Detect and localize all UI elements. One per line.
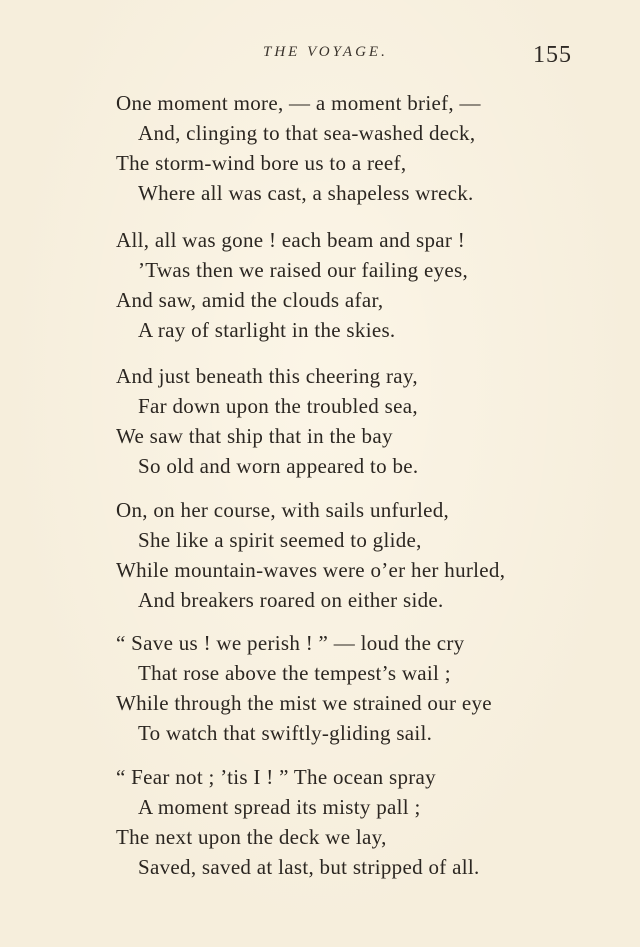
- poem-line: And, clinging to that sea-washed deck,: [138, 121, 476, 145]
- poem-line: She like a spirit seemed to glide,: [138, 528, 422, 552]
- poem-line: That rose above the tempest’s wail ;: [138, 661, 451, 685]
- poem-line: We saw that ship that in the bay: [116, 424, 393, 448]
- running-title: THE VOYAGE.: [263, 44, 388, 60]
- poem-line: To watch that swiftly-gliding sail.: [138, 721, 433, 745]
- poem-line: A ray of starlight in the skies.: [138, 318, 396, 342]
- poem-line: “ Fear not ; ’tis I ! ” The ocean spray: [116, 765, 436, 789]
- poem-line: And saw, amid the clouds afar,: [116, 288, 384, 312]
- poem-line: The next upon the deck we lay,: [116, 825, 387, 849]
- poem-line: ’Twas then we raised our failing eyes,: [138, 258, 469, 282]
- poem-line: And just beneath this cheering ray,: [116, 364, 418, 388]
- poem-line: So old and worn appeared to be.: [138, 454, 419, 478]
- poem-line: On, on her course, with sails unfurled,: [116, 498, 450, 522]
- poem-line: Where all was cast, a shapeless wreck.: [138, 181, 474, 205]
- poem-line: “ Save us ! we perish ! ” — loud the cry: [116, 631, 465, 655]
- poem-line: One moment more, — a moment brief, —: [116, 91, 481, 115]
- poem-line: While through the mist we strained our eye: [116, 691, 492, 715]
- poem-line: While mountain-waves were o’er her hurled,: [116, 558, 506, 582]
- poem-line: And breakers roared on either side.: [138, 588, 444, 612]
- poem-line: Far down upon the troubled sea,: [138, 394, 418, 418]
- poem-line: Saved, saved at last, but stripped of all.: [138, 855, 480, 879]
- page-number: 155: [533, 42, 572, 68]
- poem-line: The storm-wind bore us to a reef,: [116, 151, 407, 175]
- poem-line: All, all was gone ! each beam and spar !: [116, 228, 466, 252]
- poem-line: A moment spread its misty pall ;: [138, 795, 421, 819]
